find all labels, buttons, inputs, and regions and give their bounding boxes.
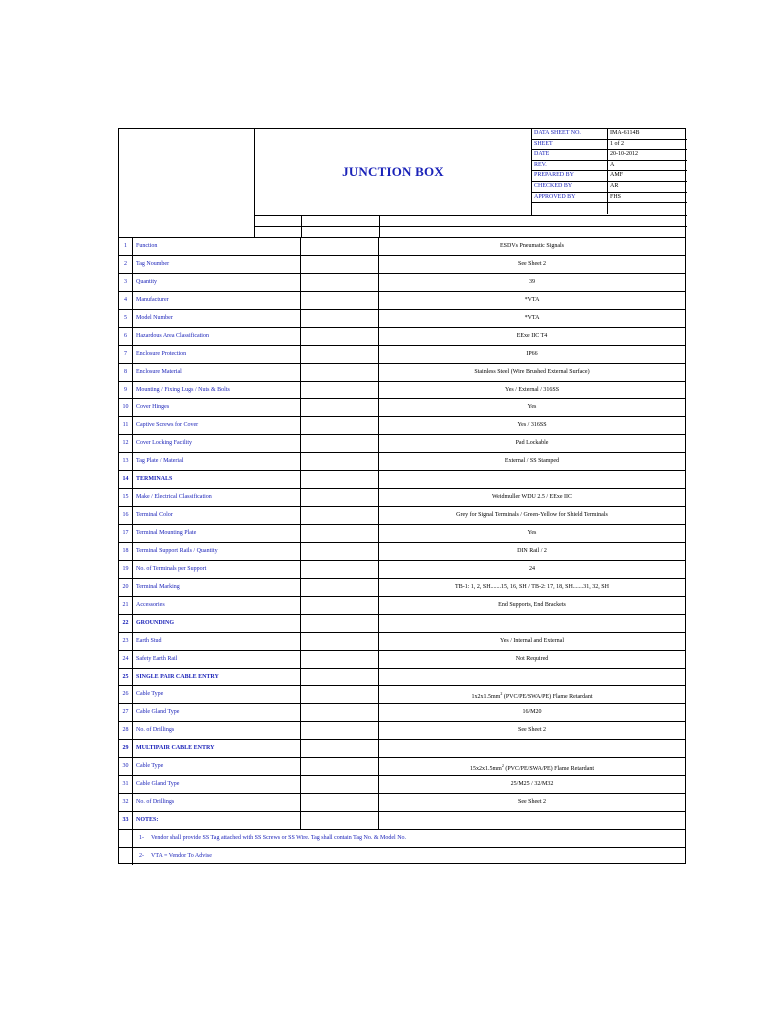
table-row [119, 416, 685, 434]
row-value [379, 310, 685, 327]
table-row [119, 793, 685, 811]
row-number: 22 [119, 615, 133, 632]
meta-value: AR [610, 182, 619, 189]
row-value-text: Grey for Signal Terminals / Green-Yellow for Shield Terminals [456, 512, 608, 519]
row-value [379, 417, 685, 434]
row-value [379, 633, 685, 650]
row-blank-cell [301, 686, 379, 703]
row-blank-cell [301, 579, 379, 596]
row-blank-cell [301, 399, 379, 416]
meta-row [532, 140, 687, 151]
row-blank-cell [301, 328, 379, 345]
meta-label: DATA SHEET NO. [532, 129, 608, 139]
meta-row [532, 161, 687, 172]
row-value-text: 24 [529, 565, 535, 572]
row-description: Cover Locking Facility [133, 435, 301, 452]
row-number: 1 [119, 238, 133, 255]
row-value [379, 543, 685, 560]
row-number: 28 [119, 722, 133, 739]
row-value-text: DIN Rail / 2 [517, 547, 547, 554]
row-value [379, 812, 685, 829]
row-value [379, 382, 685, 399]
table-row [119, 309, 685, 327]
table-row [119, 434, 685, 452]
row-blank-cell [301, 651, 379, 668]
row-description: Enclosure Material [133, 364, 301, 381]
row-value [379, 597, 685, 614]
row-description: Cover Hinges [133, 399, 301, 416]
row-description: MULTIPAIR CABLE ENTRY [133, 740, 301, 757]
row-blank-cell [301, 794, 379, 811]
row-number: 19 [119, 561, 133, 578]
row-blank-cell [301, 525, 379, 542]
meta-value: AMF [610, 172, 624, 179]
row-value [379, 435, 685, 452]
meta-row [532, 129, 687, 140]
table-row [119, 811, 685, 829]
header-divider [255, 215, 687, 216]
row-description: Make / Electrical Classification [133, 489, 301, 506]
row-description: Manufacturer [133, 292, 301, 309]
row-description: Model Number [133, 310, 301, 327]
row-value-suffix: (PVC/PE/SWA/PE) Flame Retardant [502, 694, 593, 701]
logo-area [119, 129, 255, 237]
row-description: Mounting / Fixing Lugs / Nuts & Bolts [133, 382, 301, 399]
row-value [379, 292, 685, 309]
row-blank-cell [301, 740, 379, 757]
row-description: No. of Drillings [133, 794, 301, 811]
row-blank-cell [301, 274, 379, 291]
header-divider [301, 215, 302, 237]
row-value-text: 39 [529, 278, 535, 285]
row-number: 12 [119, 435, 133, 452]
row-description: Cable Gland Type [133, 776, 301, 793]
row-number: 33 [119, 812, 133, 829]
row-blank-cell [301, 471, 379, 488]
row-value-text: EExe IIC T4 [516, 332, 548, 339]
table-row [119, 398, 685, 416]
table-row [119, 255, 685, 273]
row-value [379, 489, 685, 506]
meta-label: DATE [532, 150, 608, 160]
row-number: 10 [119, 399, 133, 416]
row-description: NOTES: [133, 812, 301, 829]
meta-label: APPROVED BY [532, 193, 608, 203]
row-blank-cell [301, 776, 379, 793]
row-number: 31 [119, 776, 133, 793]
table-row [119, 757, 685, 775]
row-value [379, 794, 685, 811]
meta-label: REV. [532, 161, 608, 171]
row-blank-cell [301, 238, 379, 255]
row-value [379, 722, 685, 739]
row-value [379, 328, 685, 345]
table-row [119, 291, 685, 309]
row-blank-cell [301, 507, 379, 524]
row-value-text: *VTA [524, 296, 540, 303]
row-value [379, 561, 685, 578]
datasheet [118, 128, 686, 864]
row-blank-cell [301, 758, 379, 775]
meta-value: 1 of 2 [610, 140, 624, 147]
note-row [119, 847, 685, 865]
row-description: Hazardous Area Classification [133, 328, 301, 345]
row-description: Cable Type [133, 686, 301, 703]
table-row [119, 703, 685, 721]
row-value-text: External / SS Stamped [504, 458, 560, 465]
row-value-text: TB-1: 1, 2, SH.......15, 16, SH / TB-2: 17, 18, SH.......31, 32, SH [455, 583, 609, 590]
row-value-text: IP66 [526, 350, 538, 357]
row-value [379, 471, 685, 488]
row-description: Enclosure Protection [133, 346, 301, 363]
table-row [119, 524, 685, 542]
table-row [119, 775, 685, 793]
meta-block [531, 129, 687, 215]
row-description: Terminal Support Rails / Quantity [133, 543, 301, 560]
row-value-text: 1x2x1.5mm [471, 694, 501, 701]
meta-value: FHS [610, 193, 622, 200]
row-description: GROUNDING [133, 615, 301, 632]
table-row [119, 327, 685, 345]
row-value [379, 686, 685, 703]
document-title: JUNCTION BOX [342, 164, 444, 179]
row-blank-cell [301, 382, 379, 399]
row-value [379, 238, 685, 255]
row-value [379, 256, 685, 273]
row-value-text: Not Required [515, 655, 549, 662]
meta-row [532, 203, 687, 214]
table-row [119, 578, 685, 596]
table-row [119, 542, 685, 560]
row-blank-cell [301, 310, 379, 327]
row-number: 5 [119, 310, 133, 327]
row-value-text: Weidmuller WDU 2.5 / EExe IIC [491, 494, 573, 501]
table-row [119, 273, 685, 291]
row-number [119, 830, 133, 847]
row-blank-cell [301, 812, 379, 829]
row-value-text: *VTA [524, 314, 540, 321]
row-value [379, 615, 685, 632]
row-description: Earth Stud [133, 633, 301, 650]
meta-value: 20-10-2012 [610, 151, 638, 158]
row-description: Tag Plate / Material [133, 453, 301, 470]
row-blank-cell [301, 722, 379, 739]
row-description: Terminal Mounting Plate [133, 525, 301, 542]
row-value [379, 274, 685, 291]
row-value [379, 453, 685, 470]
note-number: 2- [139, 852, 144, 859]
row-value-text: Yes [527, 530, 537, 536]
table-row [119, 506, 685, 524]
row-number: 26 [119, 686, 133, 703]
table-row [119, 685, 685, 703]
row-value [379, 525, 685, 542]
row-description: No. of Terminals per Support [133, 561, 301, 578]
table-row [119, 363, 685, 381]
row-blank-cell [301, 489, 379, 506]
row-number: 9 [119, 382, 133, 399]
row-description: Terminal Color [133, 507, 301, 524]
row-value [379, 651, 685, 668]
row-blank-cell [301, 669, 379, 686]
row-value-text: Stainless Steel (Wire Brushed External Surface) [474, 368, 590, 375]
meta-row [532, 182, 687, 193]
row-number: 32 [119, 794, 133, 811]
row-value-text: See Sheet 2 [518, 799, 546, 806]
header-divider [379, 215, 380, 237]
row-description: No. of Drillings [133, 722, 301, 739]
row-number: 4 [119, 292, 133, 309]
row-blank-cell [301, 256, 379, 273]
table-row [119, 452, 685, 470]
row-value [379, 704, 685, 721]
meta-row [532, 150, 687, 161]
row-value-text: Yes / External / 316SS [504, 386, 560, 393]
table-row [119, 237, 685, 255]
row-description: Terminal Marking [133, 579, 301, 596]
row-description: Captive Screws for Cover [133, 417, 301, 434]
meta-value: A [610, 161, 615, 168]
row-value-text: 15x2x1.5mm [469, 766, 502, 773]
meta-label [532, 203, 608, 214]
note-number: 1- [139, 834, 144, 841]
row-number: 23 [119, 633, 133, 650]
table-row [119, 596, 685, 614]
header-divider [255, 226, 687, 227]
row-number: 8 [119, 364, 133, 381]
note-body: VTA = Vendor To Advise [151, 852, 212, 859]
row-number: 21 [119, 597, 133, 614]
row-number: 27 [119, 704, 133, 721]
row-blank-cell [301, 453, 379, 470]
row-value [379, 579, 685, 596]
row-value [379, 346, 685, 363]
row-value-text: End Supports, End Brackets [498, 601, 566, 608]
row-value-text: See Sheet 2 [518, 260, 546, 267]
table-row [119, 650, 685, 668]
meta-value: IMA-6114B [610, 130, 640, 136]
row-value [379, 507, 685, 524]
table-row [119, 381, 685, 399]
row-number: 24 [119, 651, 133, 668]
row-blank-cell [301, 633, 379, 650]
meta-row [532, 193, 687, 204]
row-value-text: 16/M20 [522, 709, 542, 716]
table-row [119, 739, 685, 757]
superscript: 2 [501, 763, 504, 769]
row-number: 29 [119, 740, 133, 757]
row-blank-cell [301, 704, 379, 721]
row-blank-cell [301, 597, 379, 614]
meta-row [532, 171, 687, 182]
row-description: Safety Earth Rail [133, 651, 301, 668]
row-blank-cell [301, 543, 379, 560]
meta-label: PREPARED BY [532, 171, 608, 181]
row-number: 3 [119, 274, 133, 291]
row-blank-cell [301, 417, 379, 434]
note-text [133, 830, 685, 847]
row-value-text: See Sheet 2 [518, 727, 546, 734]
row-value [379, 758, 685, 775]
table-row [119, 488, 685, 506]
row-blank-cell [301, 346, 379, 363]
spec-table [119, 237, 685, 865]
row-blank-cell [301, 615, 379, 632]
row-value-text: Yes / 316SS [517, 422, 547, 429]
row-number: 17 [119, 525, 133, 542]
row-value [379, 740, 685, 757]
row-description: Accessories [133, 597, 301, 614]
table-row [119, 614, 685, 632]
meta-value [608, 203, 687, 214]
row-number: 11 [119, 417, 133, 434]
note-text [133, 848, 685, 865]
row-number: 15 [119, 489, 133, 506]
row-value-text: Yes / Internal and External [499, 637, 565, 644]
row-blank-cell [301, 292, 379, 309]
row-blank-cell [301, 561, 379, 578]
row-value [379, 364, 685, 381]
table-row [119, 560, 685, 578]
table-row [119, 345, 685, 363]
row-number [119, 848, 133, 865]
row-description: Function [133, 238, 301, 255]
meta-label: CHECKED BY [532, 182, 608, 192]
row-number: 30 [119, 758, 133, 775]
row-number: 16 [119, 507, 133, 524]
row-value-text: Yes [527, 404, 537, 411]
row-value-text: Pad Lockable [515, 440, 549, 447]
note-body: Vendor shall provide SS Tag attached with SS Screws or SS Wire. Tag shall contain Tag No. & Model No. [151, 834, 407, 841]
row-blank-cell [301, 364, 379, 381]
table-row [119, 632, 685, 650]
row-value [379, 669, 685, 686]
table-row [119, 668, 685, 686]
row-description: Cable Type [133, 758, 301, 775]
row-value-suffix: (PVC/PE/SWA/PE) Flame Retardant [503, 766, 594, 773]
row-number: 18 [119, 543, 133, 560]
row-number: 13 [119, 453, 133, 470]
row-value [379, 399, 685, 416]
row-value-text: 25/M25 / 32/M32 [510, 781, 554, 788]
note-row [119, 829, 685, 847]
row-description: SINGLE PAIR CABLE ENTRY [133, 669, 301, 686]
row-description: Cable Gland Type [133, 704, 301, 721]
row-number: 25 [119, 669, 133, 686]
row-number: 2 [119, 256, 133, 273]
row-number: 14 [119, 471, 133, 488]
row-number: 6 [119, 328, 133, 345]
row-number: 7 [119, 346, 133, 363]
table-row [119, 721, 685, 739]
row-blank-cell [301, 435, 379, 452]
row-description: Quantity [133, 274, 301, 291]
row-number: 20 [119, 579, 133, 596]
row-description: TERMINALS [133, 471, 301, 488]
row-description: Tag Noumber [133, 256, 301, 273]
row-value [379, 776, 685, 793]
row-value-text: ESDVs Pneumatic Signals [500, 243, 564, 249]
superscript: 2 [500, 691, 503, 697]
meta-label: SHEET [532, 140, 608, 150]
table-row [119, 470, 685, 488]
